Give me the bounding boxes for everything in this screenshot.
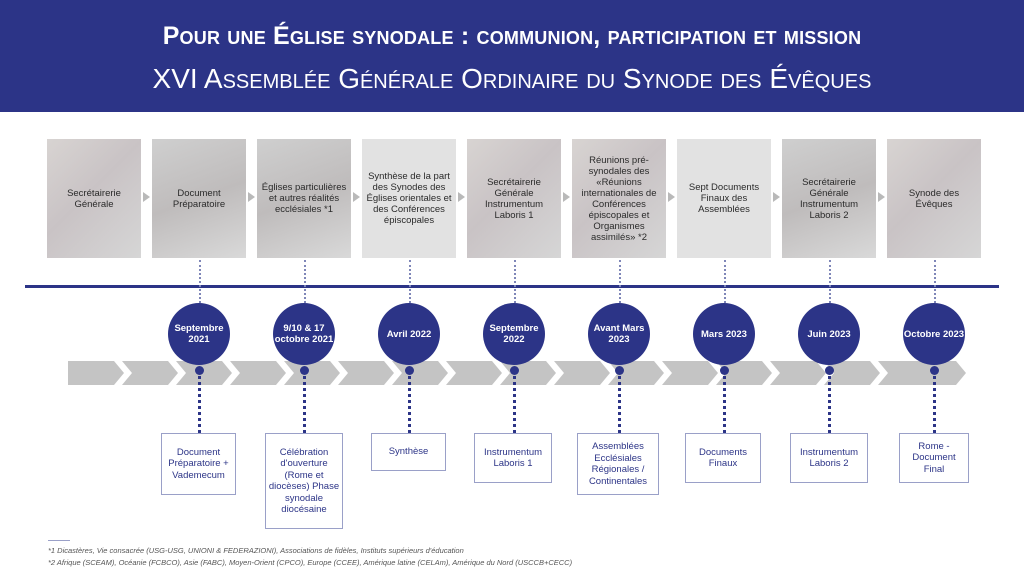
output-label: Célébration d'ouverture (Rome et diocèses) Phase synodale diocésaine [268,446,340,515]
timeline-node [300,366,309,375]
header-banner [0,0,1024,112]
date-label: Septembre 2022 [489,323,539,345]
timeline-chevron [338,361,394,385]
date-circle-5 [588,303,650,365]
timeline-chevron [662,361,718,385]
output-box-2 [265,433,343,529]
timeline-chevron [122,361,178,385]
stage-card-3 [257,139,351,258]
connector [619,260,621,303]
stage-card-6 [572,139,666,258]
timeline-node [195,366,204,375]
date-label: Octobre 2023 [903,328,965,340]
date-circle-2 [273,303,335,365]
output-label: Instrumentum Laboris 1 [483,446,543,469]
page-title: Pour une Église synodale : communion, participation et mission [162,22,862,50]
date-label: Septembre 2021 [174,323,224,345]
page-subtitle: XVI Assemblée Générale Ordinaire du Synode des Évêques [152,63,872,94]
timeline-chevron [554,361,610,385]
timeline-chevron [230,361,286,385]
timeline-chevron [770,361,826,385]
output-connector [303,376,306,433]
stage-label: Synode des Évêques [908,187,960,210]
date-label: Avant Mars 2023 [593,323,645,345]
output-connector [408,376,411,433]
footnote-1: *1 Dicastères, Vie consacrée (USG-USG, UNIONI & FEDERAZIONI), Associations de fidèles, Instituts supérieurs d'éducation [48,546,464,555]
timeline-node [720,366,729,375]
stage-card-1 [47,139,141,258]
output-connector [618,376,621,433]
output-box-8 [899,433,969,483]
date-circle-1 [168,303,230,365]
output-connector [828,376,831,433]
flow-arrow-icon [353,192,360,202]
stage-card-9 [887,139,981,258]
date-circle-3 [378,303,440,365]
date-circle-8 [903,303,965,365]
stage-label: Secrétairerie Générale Instrumentum Laboris 1 [484,176,544,221]
timeline-chevron [446,361,502,385]
connector [409,260,411,303]
timeline-node [405,366,414,375]
flow-arrow-icon [773,192,780,202]
stage-card-4 [362,139,456,258]
stage-card-2 [152,139,246,258]
stage-label: Secrétairerie Générale Instrumentum Laboris 2 [799,176,859,221]
connector [514,260,516,303]
stage-label: Sept Documents Finaux des Assemblées [688,182,760,215]
footnote-rule [48,540,70,541]
date-circle-4 [483,303,545,365]
output-box-3 [371,433,446,471]
output-label: Rome - Document Final [912,440,956,475]
stage-label: Réunions pré-synodales des «Réunions internationales de Conférences épiscopales et Organismes assimilés» *2 [581,154,657,243]
stage-card-5 [467,139,561,258]
connector [934,260,936,303]
timeline-divider [25,285,999,288]
timeline-chevron [68,361,124,385]
connector [829,260,831,303]
date-circle-6 [693,303,755,365]
output-box-7 [790,433,868,483]
output-label: Synthèse [388,446,429,458]
date-circle-7 [798,303,860,365]
stage-card-7 [677,139,771,258]
flow-arrow-icon [248,192,255,202]
stage-card-8 [782,139,876,258]
output-label: Documents Finaux [698,446,748,469]
timeline-node [825,366,834,375]
connector [304,260,306,303]
timeline-node [510,366,519,375]
flow-arrow-icon [878,192,885,202]
date-label: Avril 2022 [386,328,432,340]
output-connector [198,376,201,433]
output-label: Assemblées Ecclésiales Régionales / Continentales [588,441,648,487]
flow-arrow-icon [668,192,675,202]
timeline-chevron [392,361,448,385]
date-label: Juin 2023 [807,328,851,340]
footnote-2: *2 Afrique (SCEAM), Océanie (FCBCO), Asie (FABC), Moyen-Orient (CPCO), Europe (CCEE), Amérique latine (CELAm), Amérique du Nord (USCCB+CECC) [48,558,573,567]
output-connector [513,376,516,433]
date-label: Mars 2023 [701,328,747,340]
timeline-node [930,366,939,375]
output-connector [933,376,936,433]
flow-arrow-icon [458,192,465,202]
output-label: Instrumentum Laboris 2 [799,446,859,469]
stage-label: Secrétairerie Générale [67,187,121,210]
flow-arrow-icon [563,192,570,202]
output-box-6 [685,433,761,483]
date-label: 9/10 & 17 octobre 2021 [274,323,334,345]
output-box-4 [474,433,552,483]
output-box-5 [577,433,659,495]
connector [724,260,726,303]
output-connector [723,376,726,433]
flow-arrow-icon [143,192,150,202]
output-label: Document Préparatoire + Vademecum [168,446,229,481]
stage-label: Document Préparatoire [172,187,226,210]
stage-label: Églises particulières et autres réalités ecclésiales *1 [261,182,347,215]
output-box-1 [161,433,236,495]
stage-label: Synthèse de la part des Synodes des Églises orientales et des Conférences épiscopales [366,171,452,226]
timeline-node [615,366,624,375]
connector [199,260,201,303]
timeline-chevron [284,361,340,385]
